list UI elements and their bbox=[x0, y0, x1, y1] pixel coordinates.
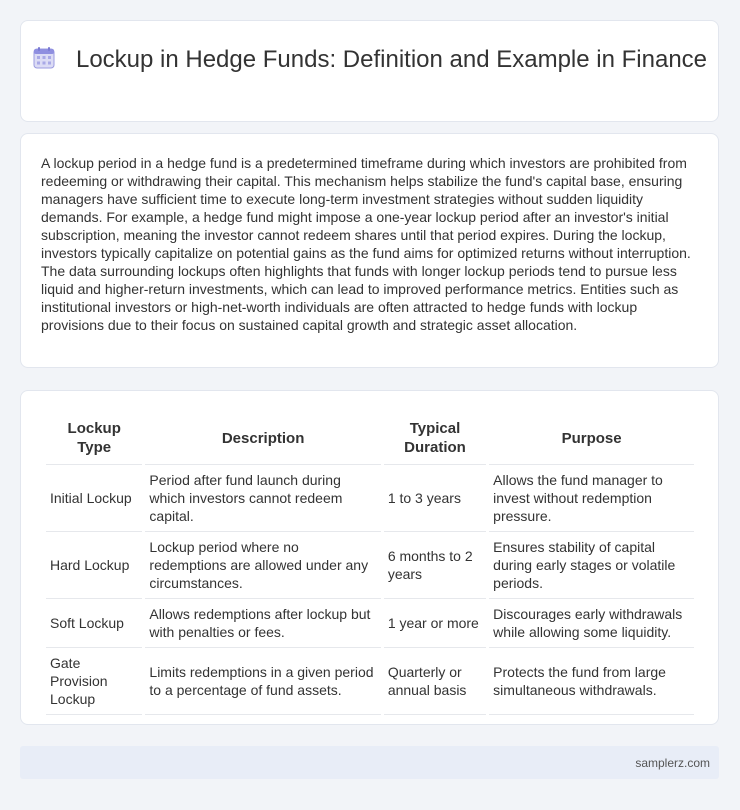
page-title: Lockup in Hedge Funds: Definition and Example in Finance bbox=[75, 46, 708, 73]
table-row bbox=[46, 465, 694, 532]
intro-paragraph: A lockup period in a hedge fund is a predetermined timeframe during which investors are prohibited from redeeming or withdrawing their capital. This mechanism helps stabilize the fund's capital base, ensuring managers have sufficient time to execute long-term investment strategies without sudden liquidity demands. For example, a hedge fund might impose a one-year lockup period after an investor's initial subscription, meaning the investor cannot redeem shares until that period expires. During the lockup, investors typically capitalize on potential gains as the fund aims for optimized returns without interruption. The data surrounding lockups often highlights that funds with longer lockup periods tend to pursue less liquid and higher-return investments, which can lead to improved performance metrics. Entities such as institutional investors or high-net-worth individuals are often attracted to hedge funds with lockup provisions due to their focus on sustained capital growth and strategic asset allocation. bbox=[41, 155, 691, 333]
cell-lockup-type: Gate Provision Lockup bbox=[46, 648, 142, 715]
cell-duration: 1 to 3 years bbox=[384, 465, 486, 532]
title-card bbox=[20, 20, 719, 122]
header-purpose: Purpose bbox=[489, 413, 694, 465]
header-description: Description bbox=[145, 413, 380, 465]
footer bbox=[20, 746, 719, 779]
header-typical-duration: Typical Duration bbox=[384, 413, 486, 465]
table-header-row bbox=[46, 413, 694, 465]
cell-purpose: Discourages early withdrawals while allowing some liquidity. bbox=[489, 599, 694, 648]
table-card bbox=[20, 390, 719, 725]
table-row bbox=[46, 599, 694, 648]
cell-duration: 1 year or more bbox=[384, 599, 486, 648]
calendar-icon bbox=[32, 46, 56, 70]
cell-lockup-type: Hard Lockup bbox=[46, 532, 142, 599]
intro-card bbox=[20, 133, 719, 368]
cell-duration: 6 months to 2 years bbox=[384, 532, 486, 599]
lockup-table bbox=[43, 413, 697, 715]
page-title-wrap bbox=[21, 45, 718, 74]
cell-lockup-type: Soft Lockup bbox=[46, 599, 142, 648]
cell-lockup-type: Initial Lockup bbox=[46, 465, 142, 532]
cell-purpose: Protects the fund from large simultaneous withdrawals. bbox=[489, 648, 694, 715]
header-lockup-type: Lockup Type bbox=[46, 413, 142, 465]
cell-description: Lockup period where no redemptions are allowed under any circumstances. bbox=[145, 532, 380, 599]
table-row bbox=[46, 532, 694, 599]
footer-site-link[interactable]: samplerz.com bbox=[635, 756, 710, 770]
cell-purpose: Ensures stability of capital during early stages or volatile periods. bbox=[489, 532, 694, 599]
cell-description: Limits redemptions in a given period to a percentage of fund assets. bbox=[145, 648, 380, 715]
cell-duration: Quarterly or annual basis bbox=[384, 648, 486, 715]
cell-purpose: Allows the fund manager to invest without redemption pressure. bbox=[489, 465, 694, 532]
cell-description: Period after fund launch during which investors cannot redeem capital. bbox=[145, 465, 380, 532]
table-row bbox=[46, 648, 694, 715]
cell-description: Allows redemptions after lockup but with penalties or fees. bbox=[145, 599, 380, 648]
